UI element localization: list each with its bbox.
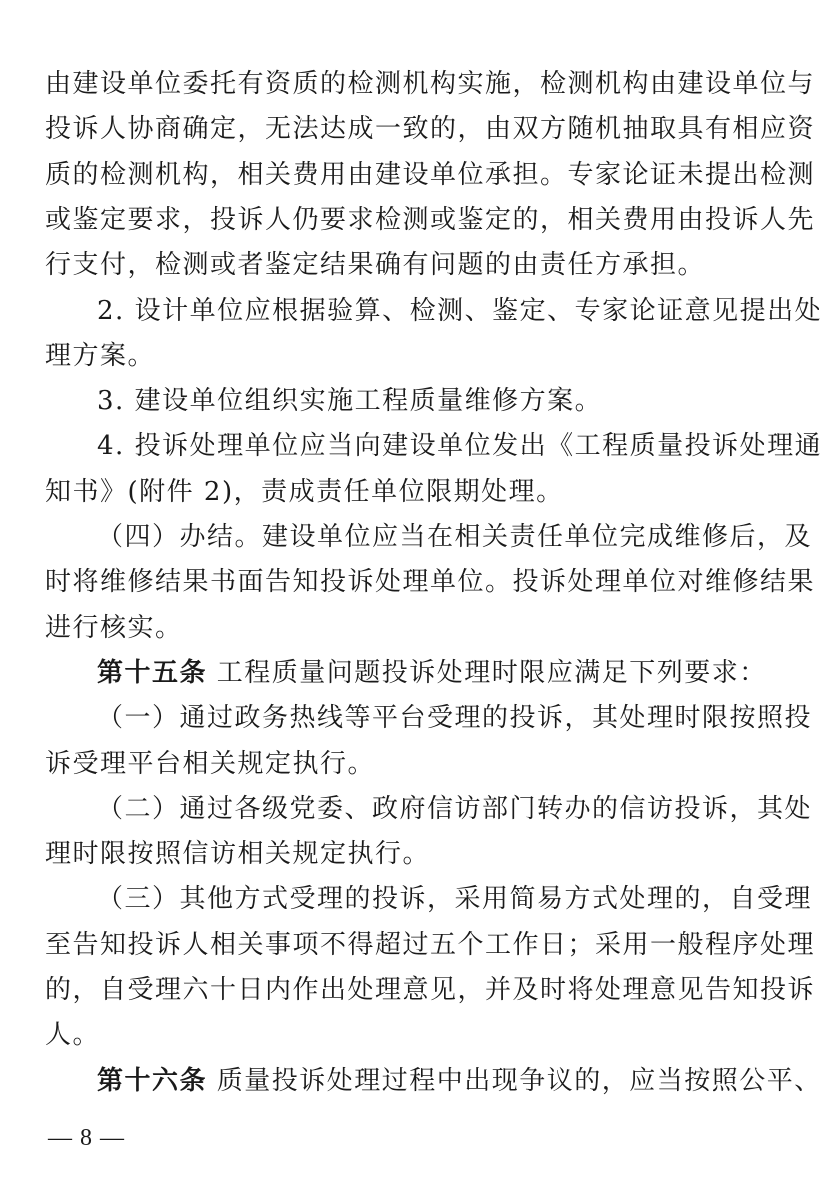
text-line: 3. 建设单位组织实施工程质量维修方案。	[97, 386, 603, 416]
page-number: — 8 —	[48, 1125, 125, 1151]
text-line: 的，自受理六十日内作出处理意见，并及时将处理意见告知投诉	[45, 975, 816, 1005]
text-line: 知书》(附件 2)，责成责任单位限期处理。	[45, 477, 564, 507]
text-line: 或鉴定要求，投诉人仍要求检测或鉴定的，相关费用由投诉人先	[45, 205, 816, 235]
article-15-text: 工程质量问题投诉处理时限应满足下列要求：	[207, 658, 767, 688]
text-line: 由建设单位委托有资质的检测机构实施，检测机构由建设单位与	[45, 69, 816, 99]
article-16-line	[97, 1059, 822, 1103]
article-15-heading: 第十五条	[97, 658, 208, 688]
text-line: 投诉人协商确定，无法达成一致的，由双方随机抽取具有相应资	[45, 114, 816, 144]
article-15-line	[97, 651, 767, 695]
article-16-text: 质量投诉处理过程中出现争议的，应当按照公平、	[207, 1066, 822, 1096]
text-line: 理方案。	[45, 341, 156, 371]
text-line: 进行核实。	[45, 613, 183, 643]
text-line: （四）办结。建设单位应当在相关责任单位完成维修后，及	[97, 522, 813, 552]
text-line: 行支付，检测或者鉴定结果确有问题的由责任方承担。	[45, 250, 706, 280]
text-line: 2. 设计单位应根据验算、检测、鉴定、专家论证意见提出处	[97, 296, 822, 326]
text-line: （一）通过政务热线等平台受理的投诉，其处理时限按照投	[97, 703, 813, 733]
text-line: 至告知投诉人相关事项不得超过五个工作日；采用一般程序处理	[45, 930, 816, 960]
text-line: 4. 投诉处理单位应当向建设单位发出《工程质量投诉处理通	[97, 431, 822, 461]
text-line: 质的检测机构，相关费用由建设单位承担。专家论证未提出检测	[45, 160, 816, 190]
text-line: （三）其他方式受理的投诉，采用简易方式处理的，自受理	[97, 884, 813, 914]
text-line: （二）通过各级党委、政府信访部门转办的信访投诉，其处	[97, 794, 813, 824]
text-line: 诉受理平台相关规定执行。	[45, 749, 376, 779]
article-16-heading: 第十六条	[97, 1066, 208, 1096]
text-line: 理时限按照信访相关规定执行。	[45, 839, 431, 869]
text-line: 人。	[45, 1020, 101, 1050]
text-line: 时将维修结果书面告知投诉处理单位。投诉处理单位对维修结果	[45, 567, 816, 597]
